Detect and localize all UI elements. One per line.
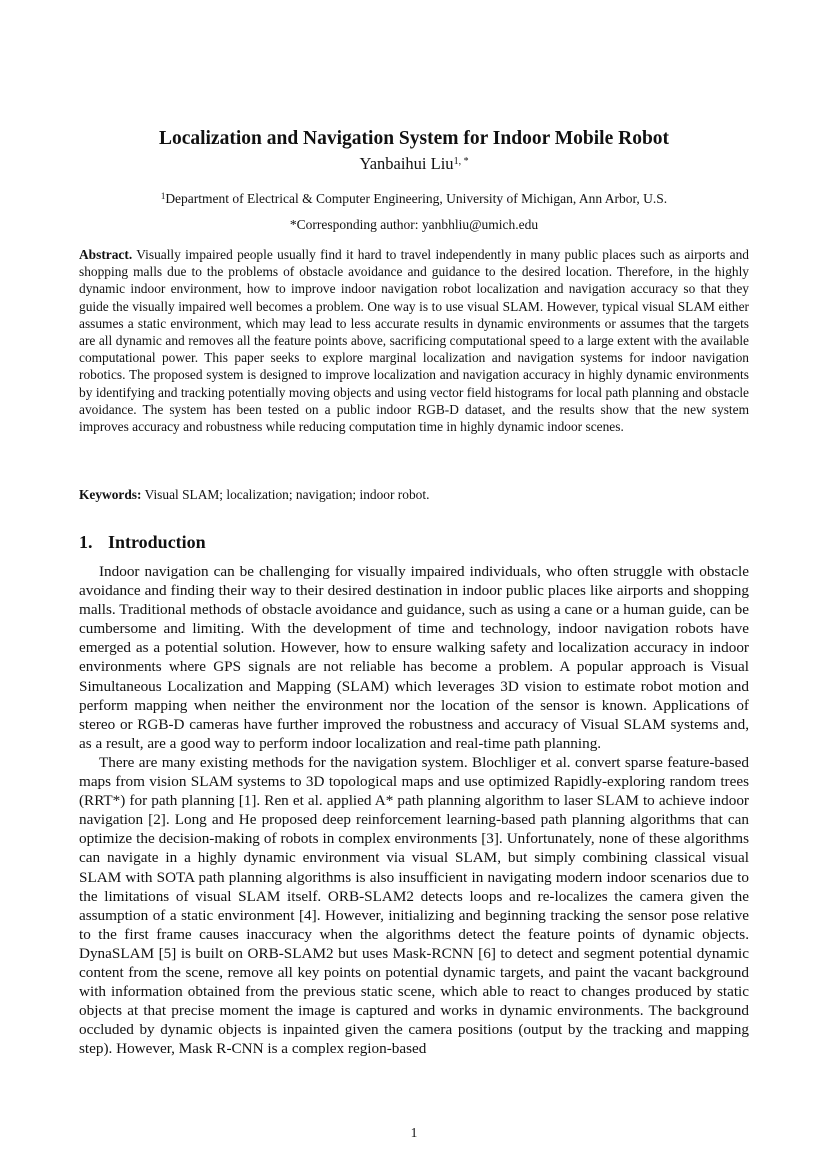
abstract-label: Abstract. xyxy=(79,247,133,262)
paragraph: There are many existing methods for the navigation system. Blochliger et al. convert sparse feature-based maps from vision SLAM systems to 3D topological maps and use optimized Rapidly-exploring random trees (RRT*) for path planning [1]. Ren et al. applied A* path planning algorithm to laser SLAM to achieve indoor navigation [2]. Long and He proposed deep reinforcement learning-based path planning algorithms that can optimize the decision-making of robots in complex environments [3]. Unfortunately, none of these algorithms can navigate in a highly dynamic environment via visual SLAM, but simply combining classical visual SLAM with SOTA path planning algorithms is also insufficient in navigating modern indoor scenarios due to the limitations of visual SLAM itself. ORB-SLAM2 detects loops and re-localizes the camera given the assumption of a static environment [4]. However, initializing and beginning tracking the sensor pose relative to the first frame causes inaccuracy when the algorithms detect the feature points of dynamic objects. DynaSLAM [5] is built on ORB-SLAM2 but uses Mask-RCNN [6] to detect and segment potential dynamic content from the scene, remove all key points on potential dynamic targets, and paint the vacant background with information obtained from the previous static scene, which able to react to changes produced by static objects at that precise moment the image is captured and works in dynamic environments. The background occluded by dynamic objects is inpainted given the camera positions (output by the tracking and mapping step). However, Mask R-CNN is a complex region-based xyxy=(79,753,749,1058)
paper-title: Localization and Navigation System for Indoor Mobile Robot xyxy=(158,128,670,149)
section-title: Introduction xyxy=(108,532,206,552)
corresponding-author: *Corresponding author: yanbhliu@umich.edu xyxy=(289,217,539,232)
keywords-text: Visual SLAM; localization; navigation; indoor robot. xyxy=(144,487,430,502)
section-heading xyxy=(79,530,749,554)
paragraph: Indoor navigation can be challenging for visually impaired individuals, who often struggle with obstacle avoidance and finding their way to their desired destination in indoor public places like airports and shopping malls. Traditional methods of obstacle avoidance and guidance, such as using a cane or a human guide, can be cumbersome and limiting. With the development of time and technology, indoor navigation robots have emerged as a potential solution. However, how to ensure walking safety and localization accuracy in indoor environments where GPS signals are not reliable has become a problem. A popular approach is Visual Simultaneous Localization and Mapping (SLAM) which leverages 3D vision to estimate robot motion and perform mapping when neither the environment nor the location of the sensor is known. Applications of stereo or RGB-D cameras have further improved the robustness and accuracy of Visual SLAM systems and, as a result, are a good way to perform indoor localization and real-time path planning. xyxy=(79,563,749,752)
page-number: 1 xyxy=(410,1125,418,1140)
author-name: Yanbaihui Liu xyxy=(359,154,454,173)
keywords xyxy=(79,486,749,503)
affiliation-text: Department of Electrical & Computer Engineering, University of Michigan, Ann Arbor, U.S. xyxy=(165,191,668,206)
abstract xyxy=(79,246,749,435)
affiliation-mark: 1 xyxy=(160,191,166,201)
keywords-label: Keywords: xyxy=(79,487,142,502)
author-marks: 1, * xyxy=(453,156,469,167)
body-text xyxy=(79,562,749,1058)
abstract-text: Visually impaired people usually find it hard to travel independently in many public places such as airports and shopping malls due to the problems of obstacle avoidance and guidance to the desired location. Therefore, in the highly dynamic indoor environment, how to improve indoor navigation robot localization and navigation accuracy so that they guide the visually impaired well becomes a problem. One way is to use visual SLAM. However, typical visual SLAM either assumes a static environment, which may lead to less accurate results in dynamic environments or assumes that the targets are all dynamic and removes all the feature points above, sacrificing computational speed to a large extent with the available computational power. This paper seeks to explore marginal localization and navigation systems for indoor navigation robotics. The proposed system is designed to improve localization and navigation accuracy in highly dynamic environments by identifying and tracking potentially moving objects and using vector field histograms for local path planning and obstacle avoidance. The system has been tested on a public indoor RGB-D dataset, and the results show that the new system improves accuracy and robustness while reducing computation time in highly dynamic indoor scenes. xyxy=(79,247,749,435)
section-number: 1. xyxy=(79,532,93,552)
affiliation xyxy=(0,190,828,208)
author-line xyxy=(0,153,828,175)
